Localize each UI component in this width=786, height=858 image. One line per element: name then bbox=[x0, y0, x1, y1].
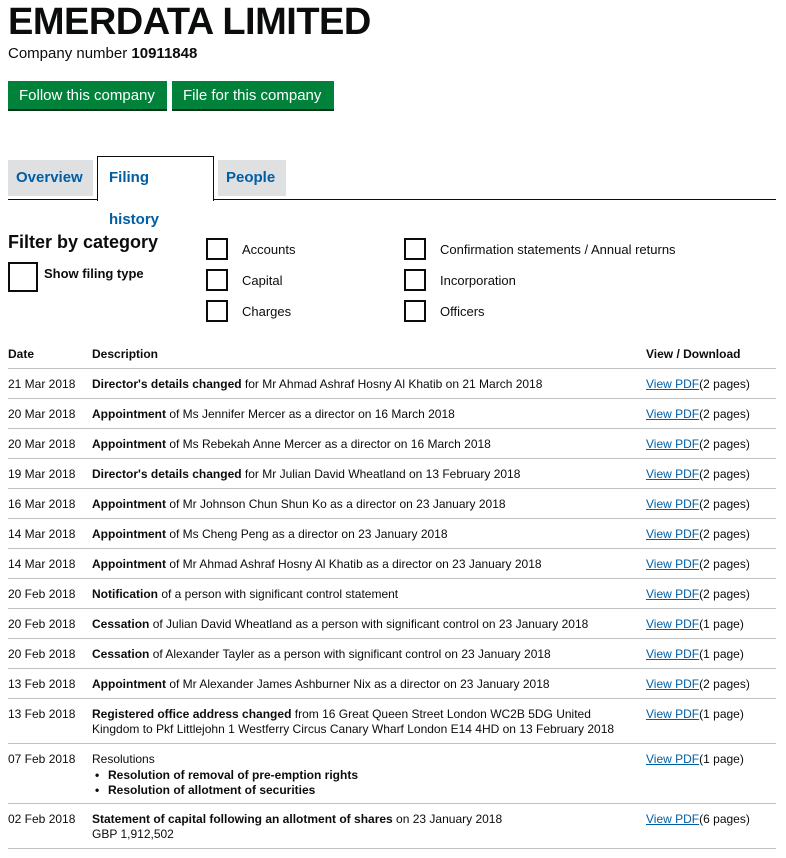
view-pdf-link[interactable]: View PDF bbox=[646, 557, 700, 571]
accounts-checkbox[interactable] bbox=[206, 238, 228, 260]
row-description bbox=[92, 407, 632, 422]
officers-checkbox[interactable] bbox=[404, 300, 426, 322]
row-description bbox=[92, 467, 632, 482]
row-description-text: for Mr Ahmad Ashraf Hosny Al Khatib on 21 March 2018 bbox=[241, 377, 543, 391]
row-view-download bbox=[646, 467, 750, 482]
row-page-count: (2 pages) bbox=[699, 527, 750, 541]
row-page-count: (2 pages) bbox=[699, 407, 750, 421]
row-description-text: of a person with significant control statement bbox=[158, 587, 399, 601]
view-pdf-link[interactable]: View PDF bbox=[646, 497, 700, 511]
row-description-text: of Mr Johnson Chun Shun Ko as a director on 23 January 2018 bbox=[166, 497, 506, 511]
row-description bbox=[92, 752, 632, 798]
table-row bbox=[8, 639, 776, 669]
row-view-download bbox=[646, 752, 744, 767]
table-row bbox=[8, 519, 776, 549]
charges-label: Charges bbox=[242, 304, 292, 319]
view-pdf-link[interactable]: View PDF bbox=[646, 617, 700, 631]
company-number-value: 10911848 bbox=[131, 45, 198, 62]
row-description-text: Resolutions bbox=[92, 752, 155, 766]
row-description bbox=[92, 812, 632, 842]
row-date: 19 Mar 2018 bbox=[8, 467, 76, 481]
row-view-download bbox=[646, 437, 750, 452]
row-page-count: (2 pages) bbox=[699, 437, 750, 451]
show-filing-type-label: Show filing type bbox=[44, 266, 144, 281]
row-description-type: Cessation bbox=[92, 617, 150, 631]
row-description-type: Statement of capital following an allotment of shares bbox=[92, 812, 393, 826]
row-description bbox=[92, 677, 632, 692]
row-description bbox=[92, 617, 632, 632]
row-description-text: of Ms Cheng Peng as a director on 23 January 2018 bbox=[166, 527, 448, 541]
row-view-download bbox=[646, 587, 750, 602]
table-row bbox=[8, 489, 776, 519]
row-view-download bbox=[646, 707, 744, 722]
row-date: 07 Feb 2018 bbox=[8, 752, 76, 766]
row-date: 20 Feb 2018 bbox=[8, 587, 76, 601]
confirmation-statements-checkbox[interactable] bbox=[404, 238, 426, 260]
confirmation-statements-label: Confirmation statements / Annual returns bbox=[440, 242, 676, 257]
row-view-download bbox=[646, 617, 744, 632]
row-description-type: Cessation bbox=[92, 647, 150, 661]
row-page-count: (6 pages) bbox=[699, 812, 750, 826]
row-page-count: (2 pages) bbox=[699, 587, 750, 601]
row-view-download bbox=[646, 557, 750, 572]
tab-filing-history[interactable]: Filing history bbox=[97, 156, 214, 201]
table-row bbox=[8, 669, 776, 699]
row-description-type: Appointment bbox=[92, 557, 166, 571]
view-pdf-link[interactable]: View PDF bbox=[646, 812, 700, 826]
follow-company-button[interactable]: Follow this company bbox=[8, 81, 167, 111]
company-number bbox=[8, 45, 197, 62]
row-date: 14 Mar 2018 bbox=[8, 557, 76, 571]
table-row bbox=[8, 369, 776, 399]
row-date: 21 Mar 2018 bbox=[8, 377, 76, 391]
row-view-download bbox=[646, 497, 750, 512]
show-filing-type-checkbox[interactable] bbox=[8, 262, 38, 292]
row-description-text: from 16 Great Queen Street London WC2B 5DG United Kingdom to Pkf Littlejohn 1 Westferry Circus Canary Wharf London E14 4HD on 13 February 2018 bbox=[92, 707, 615, 736]
tab-bar bbox=[8, 156, 776, 228]
row-description bbox=[92, 707, 632, 737]
row-view-download bbox=[646, 647, 744, 662]
table-row bbox=[8, 429, 776, 459]
company-number-label: Company number bbox=[8, 45, 128, 62]
view-pdf-link[interactable]: View PDF bbox=[646, 467, 700, 481]
row-view-download bbox=[646, 677, 750, 692]
row-date: 20 Mar 2018 bbox=[8, 407, 76, 421]
row-view-download bbox=[646, 812, 750, 827]
charges-checkbox[interactable] bbox=[206, 300, 228, 322]
row-description-extra: GBP 1,912,502 bbox=[92, 827, 174, 841]
table-row bbox=[8, 804, 776, 849]
row-description-type: Director's details changed bbox=[92, 377, 242, 391]
accounts-label: Accounts bbox=[242, 242, 296, 257]
row-description-type: Appointment bbox=[92, 497, 166, 511]
view-pdf-link[interactable]: View PDF bbox=[646, 407, 700, 421]
row-date: 13 Feb 2018 bbox=[8, 677, 76, 691]
row-description-text: of Mr Ahmad Ashraf Hosny Al Khatib as a director on 23 January 2018 bbox=[166, 557, 542, 571]
row-description bbox=[92, 527, 632, 542]
row-description-type: Registered office address changed bbox=[92, 707, 292, 721]
view-pdf-link[interactable]: View PDF bbox=[646, 647, 700, 661]
row-page-count: (2 pages) bbox=[699, 557, 750, 571]
row-page-count: (2 pages) bbox=[699, 467, 750, 481]
table-row bbox=[8, 399, 776, 429]
officers-label: Officers bbox=[440, 304, 485, 319]
view-pdf-link[interactable]: View PDF bbox=[646, 752, 700, 766]
row-date: 20 Feb 2018 bbox=[8, 617, 76, 631]
view-pdf-link[interactable]: View PDF bbox=[646, 587, 700, 601]
table-row bbox=[8, 549, 776, 579]
capital-checkbox[interactable] bbox=[206, 269, 228, 291]
row-view-download bbox=[646, 377, 750, 392]
table-header bbox=[8, 340, 776, 369]
row-description-text: for Mr Julian David Wheatland on 13 February 2018 bbox=[241, 467, 521, 481]
header-description: Description bbox=[92, 347, 159, 361]
row-date: 02 Feb 2018 bbox=[8, 812, 76, 826]
row-page-count: (1 page) bbox=[699, 617, 744, 631]
row-description-type: Appointment bbox=[92, 527, 166, 541]
view-pdf-link[interactable]: View PDF bbox=[646, 677, 700, 691]
row-description-type: Appointment bbox=[92, 677, 166, 691]
table-row bbox=[8, 699, 776, 744]
row-date: 14 Mar 2018 bbox=[8, 527, 76, 541]
row-date: 20 Mar 2018 bbox=[8, 437, 76, 451]
row-page-count: (1 page) bbox=[699, 752, 744, 766]
view-pdf-link[interactable]: View PDF bbox=[646, 437, 700, 451]
filter-title: Filter by category bbox=[8, 232, 159, 252]
row-description-text: of Mr Alexander James Ashburner Nix as a director on 23 January 2018 bbox=[166, 677, 550, 691]
capital-label: Capital bbox=[242, 273, 283, 288]
row-description bbox=[92, 557, 632, 572]
view-pdf-link[interactable]: View PDF bbox=[646, 527, 700, 541]
row-date: 13 Feb 2018 bbox=[8, 707, 76, 721]
row-description-text: on 23 January 2018 bbox=[392, 812, 503, 826]
row-description bbox=[92, 497, 632, 512]
row-description bbox=[92, 647, 632, 662]
row-date: 16 Mar 2018 bbox=[8, 497, 76, 511]
row-description-type: Director's details changed bbox=[92, 467, 242, 481]
row-description bbox=[92, 377, 632, 392]
resolution-list bbox=[92, 768, 632, 798]
file-for-company-button[interactable]: File for this company bbox=[172, 81, 334, 111]
row-page-count: (1 page) bbox=[699, 647, 744, 661]
filing-history-table bbox=[8, 340, 776, 849]
view-pdf-link[interactable]: View PDF bbox=[646, 707, 700, 721]
row-page-count: (2 pages) bbox=[699, 497, 750, 511]
resolution-item: • Resolution of allotment of securities bbox=[92, 783, 632, 798]
row-description-text: of Ms Jennifer Mercer as a director on 16 March 2018 bbox=[166, 407, 455, 421]
row-page-count: (2 pages) bbox=[699, 377, 750, 391]
table-row bbox=[8, 459, 776, 489]
header-view-download: View / Download bbox=[646, 347, 741, 361]
tab-overview[interactable]: Overview bbox=[8, 160, 93, 196]
row-description-text: of Ms Rebekah Anne Mercer as a director on 16 March 2018 bbox=[166, 437, 491, 451]
incorporation-label: Incorporation bbox=[440, 273, 516, 288]
company-name: EMERDATA LIMITED bbox=[8, 1, 371, 43]
incorporation-checkbox[interactable] bbox=[404, 269, 426, 291]
row-description-type: Appointment bbox=[92, 437, 166, 451]
row-description-type: Appointment bbox=[92, 407, 166, 421]
row-description bbox=[92, 437, 632, 452]
table-row bbox=[8, 609, 776, 639]
row-view-download bbox=[646, 527, 750, 542]
header-date: Date bbox=[8, 347, 35, 361]
row-date: 20 Feb 2018 bbox=[8, 647, 76, 661]
view-pdf-link[interactable]: View PDF bbox=[646, 377, 700, 391]
row-description-type: Notification bbox=[92, 587, 158, 601]
row-description-text: of Julian David Wheatland as a person with significant control on 23 January 2018 bbox=[149, 617, 589, 631]
row-page-count: (2 pages) bbox=[699, 677, 750, 691]
table-row bbox=[8, 744, 776, 804]
tab-people[interactable]: People bbox=[218, 160, 286, 196]
table-row bbox=[8, 579, 776, 609]
row-view-download bbox=[646, 407, 750, 422]
resolution-item: • Resolution of removal of pre-emption rights bbox=[92, 768, 632, 783]
row-page-count: (1 page) bbox=[699, 707, 744, 721]
row-description-text: of Alexander Tayler as a person with significant control on 23 January 2018 bbox=[149, 647, 551, 661]
row-description bbox=[92, 587, 632, 602]
